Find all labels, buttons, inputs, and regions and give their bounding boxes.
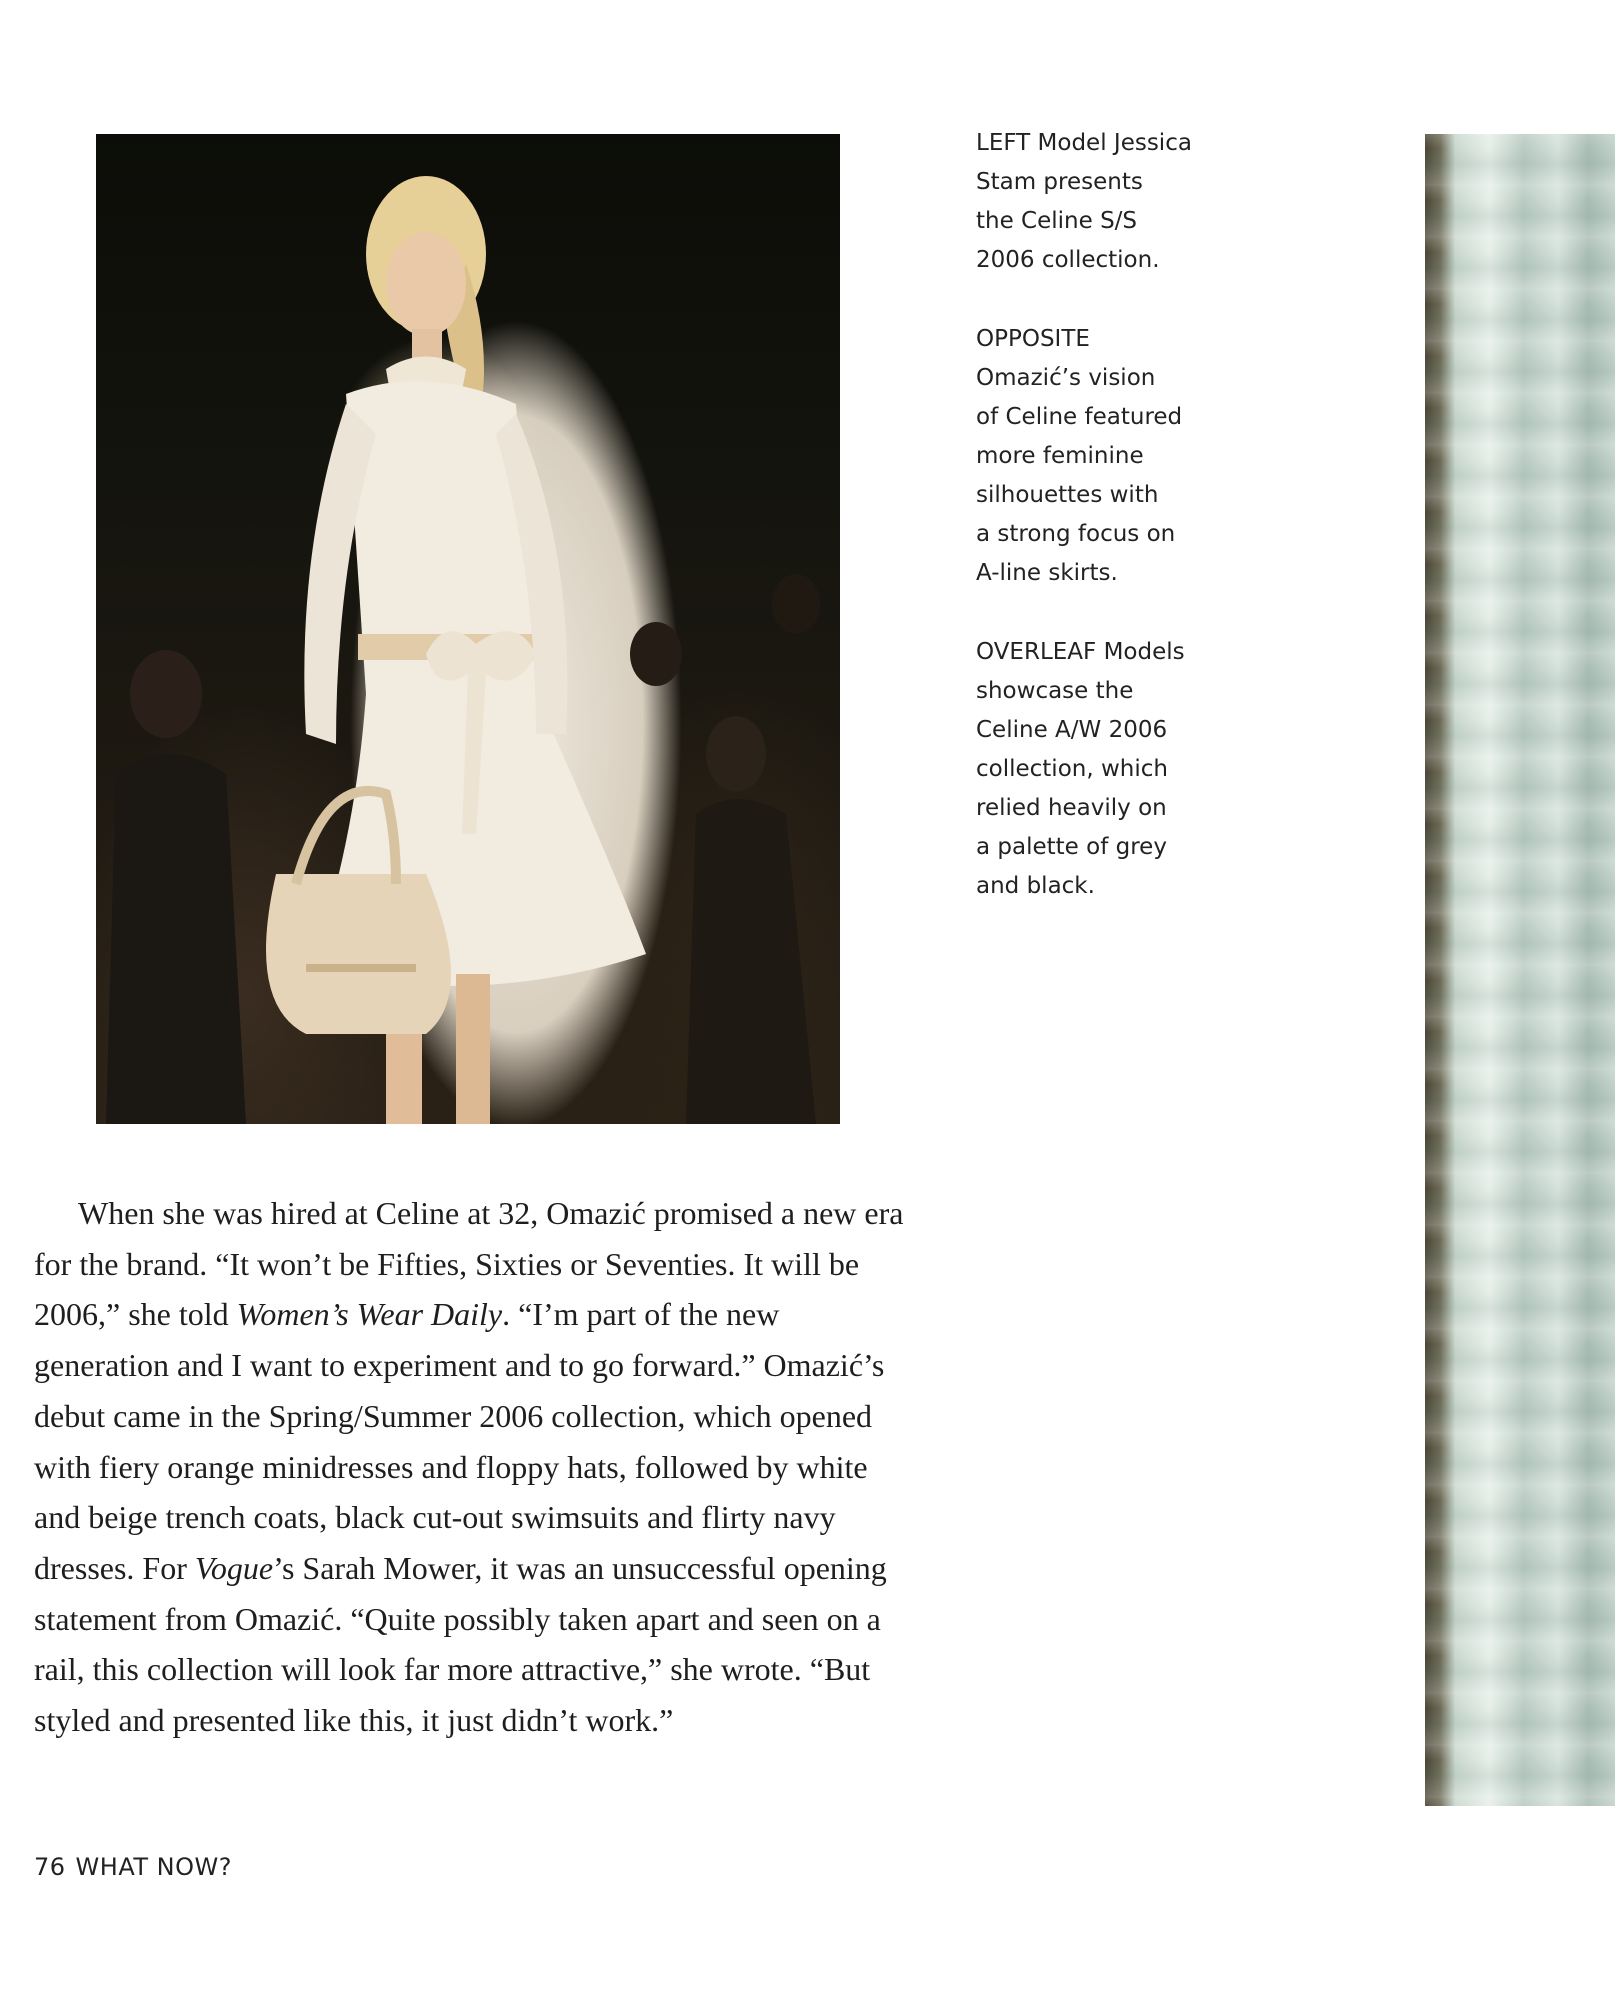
caption-tag: OPPOSITE: [976, 326, 1090, 352]
article-text: When she was hired at Celine at 32, Omazić promised a new era for the brand. “It won’t be Fifties, Sixties or Seventies. It will be 2006,” she told: [34, 1195, 904, 1333]
article-text: ’s Sarah Mower, it was an unsuccessful opening statement from Omazić. “Quite possibly taken apart and seen on a rail, this collection will look far more attractive,” she wrote. “But styled and presented like this, it just didn’t work.”: [34, 1549, 887, 1739]
section-title: WHAT NOW?: [75, 1853, 232, 1881]
caption-tag: OVERLEAF: [976, 639, 1097, 665]
publication-title: Vogue: [194, 1549, 274, 1586]
runway-model-illustration: [96, 134, 840, 1124]
caption-overleaf: [976, 633, 1216, 906]
caption-text: Model Jessica Stam presents the Celine S/S 2006 collection.: [976, 130, 1192, 273]
caption-left: [976, 124, 1216, 280]
caption-tag: LEFT: [976, 130, 1031, 156]
opposite-page-photo-edge: [1425, 134, 1615, 1806]
article-body: [34, 1188, 914, 1746]
caption-text: Omazić’s vision of Celine featured more feminine silhouettes with a strong focus on A-line skirts.: [976, 365, 1183, 586]
article-paragraph: [34, 1188, 914, 1746]
publication-title: Women’s Wear Daily: [236, 1296, 503, 1333]
photo-captions: [976, 124, 1216, 946]
page-number: 76: [34, 1853, 66, 1881]
runway-photo: [96, 134, 840, 1124]
caption-opposite: [976, 320, 1216, 593]
article-text: . “I’m part of the new generation and I want to experiment and to go forward.” Omazić’s debut came in the Spring/Summer 2006 collection, which opened with fiery orange minidresses and floppy hats, followed by white and beige trench coats, black cut-out swimsuits and flirty navy dresses. For: [34, 1296, 885, 1586]
caption-text: Models showcase the Celine A/W 2006 collection, which relied heavily on a palette of grey and black.: [976, 639, 1185, 899]
page-footer: [34, 1853, 242, 1881]
